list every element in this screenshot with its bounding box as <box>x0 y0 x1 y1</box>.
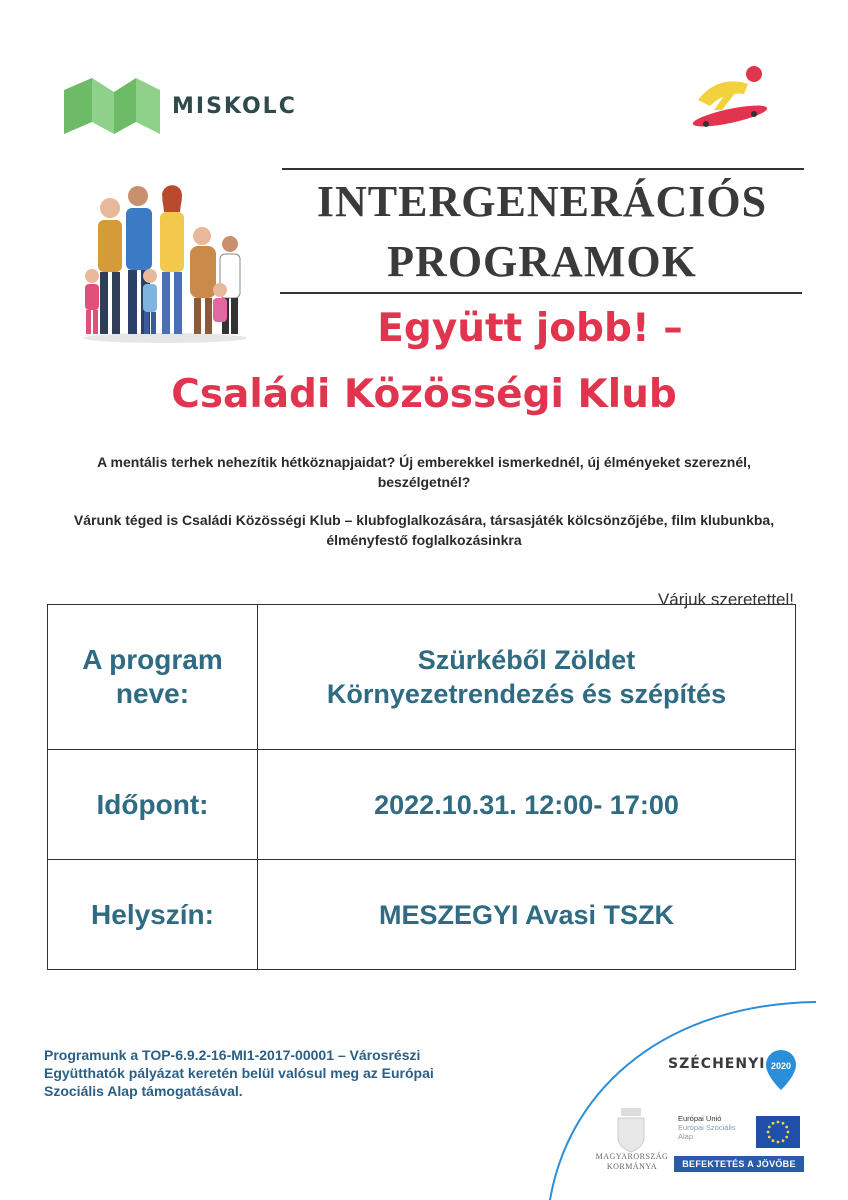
title-line-1: INTERGENERÁCIÓS <box>316 177 768 226</box>
table-row <box>48 860 796 970</box>
location-label: Helyszín: <box>48 860 258 970</box>
eu-line-2: Európai Szociális <box>678 1123 736 1132</box>
miskolc-logo-text: MISKOLC <box>172 94 297 119</box>
szechenyi-year: 2020 <box>770 1061 792 1071</box>
family-illustration <box>80 172 250 344</box>
table-row <box>48 750 796 860</box>
intro-paragraph-2-line-1: Várunk téged is Családi Közösségi Klub – klubfoglalkozására, társasjáték kölcsönzőjébe, film klubunkba, <box>73 512 775 528</box>
gov-line-1: MAGYARORSZÁG <box>595 1152 669 1161</box>
miskolc-logo <box>64 78 304 134</box>
eu-logo <box>674 1114 804 1176</box>
funding-line-3: Szociális Alap támogatásával. <box>44 1083 243 1099</box>
program-info-table <box>47 604 796 970</box>
szechenyi-pin-icon <box>764 1048 798 1092</box>
intro-paragraph-1-line-2: beszélgetnél? <box>377 474 471 490</box>
government-logo-text <box>592 1152 672 1172</box>
funding-statement <box>44 1046 484 1100</box>
table-row <box>48 605 796 750</box>
program-name-value-line-1: Szürkéből Zöldet <box>417 645 636 675</box>
funding-line-2: Együtthatók pályázat keretén belül valósul meg az Európai <box>44 1065 434 1081</box>
eu-line-3: Alap <box>678 1132 694 1141</box>
welcome-text: Várjuk szeretettel! <box>657 590 794 609</box>
invest-banner: BEFEKTETÉS A JÖVŐBE <box>674 1156 804 1172</box>
intro-paragraph-2-line-2: élményfestő foglalkozásinkra <box>326 532 522 548</box>
eu-logo-text <box>678 1114 736 1141</box>
time-label: Időpont: <box>48 750 258 860</box>
subtitle-line-2: Családi Közösségi Klub <box>171 372 677 417</box>
szechenyi-logo-text: SZÉCHENYI <box>668 1056 766 1072</box>
intro-paragraph-1 <box>64 452 784 492</box>
program-name-value-line-2: Környezetrendezés és szépítés <box>326 679 727 709</box>
gov-line-2: KORMÁNYA <box>606 1162 658 1171</box>
program-name-label-line-1: A program <box>82 644 223 675</box>
miskolc-logo-mark <box>64 78 164 134</box>
intro-paragraph-2 <box>64 510 784 550</box>
subtitle-line-1: Együtt jobb! – <box>377 306 683 351</box>
time-value: 2022.10.31. 12:00- 17:00 <box>258 750 796 860</box>
program-name-label <box>48 605 258 750</box>
title-line-2: PROGRAMOK <box>387 237 697 286</box>
title-rule-bottom <box>280 292 802 294</box>
program-name-label-line-2: neve: <box>115 678 190 709</box>
eu-line-1: Európai Unió <box>678 1114 722 1123</box>
eu-flag-icon <box>756 1116 800 1148</box>
skateboarder-logo <box>688 62 774 128</box>
intro-paragraph-1-line-1: A mentális terhek nehezítik hétköznapjaidat? Új emberekkel ismerkednél, új élményeket szereznél, <box>97 454 751 470</box>
location-value: MESZEGYI Avasi TSZK <box>258 860 796 970</box>
funding-line-1: Programunk a TOP-6.9.2-16-MI1-2017-00001 – Városrészi <box>44 1047 421 1063</box>
title-rule-top <box>282 168 804 170</box>
program-name-value <box>258 605 796 750</box>
